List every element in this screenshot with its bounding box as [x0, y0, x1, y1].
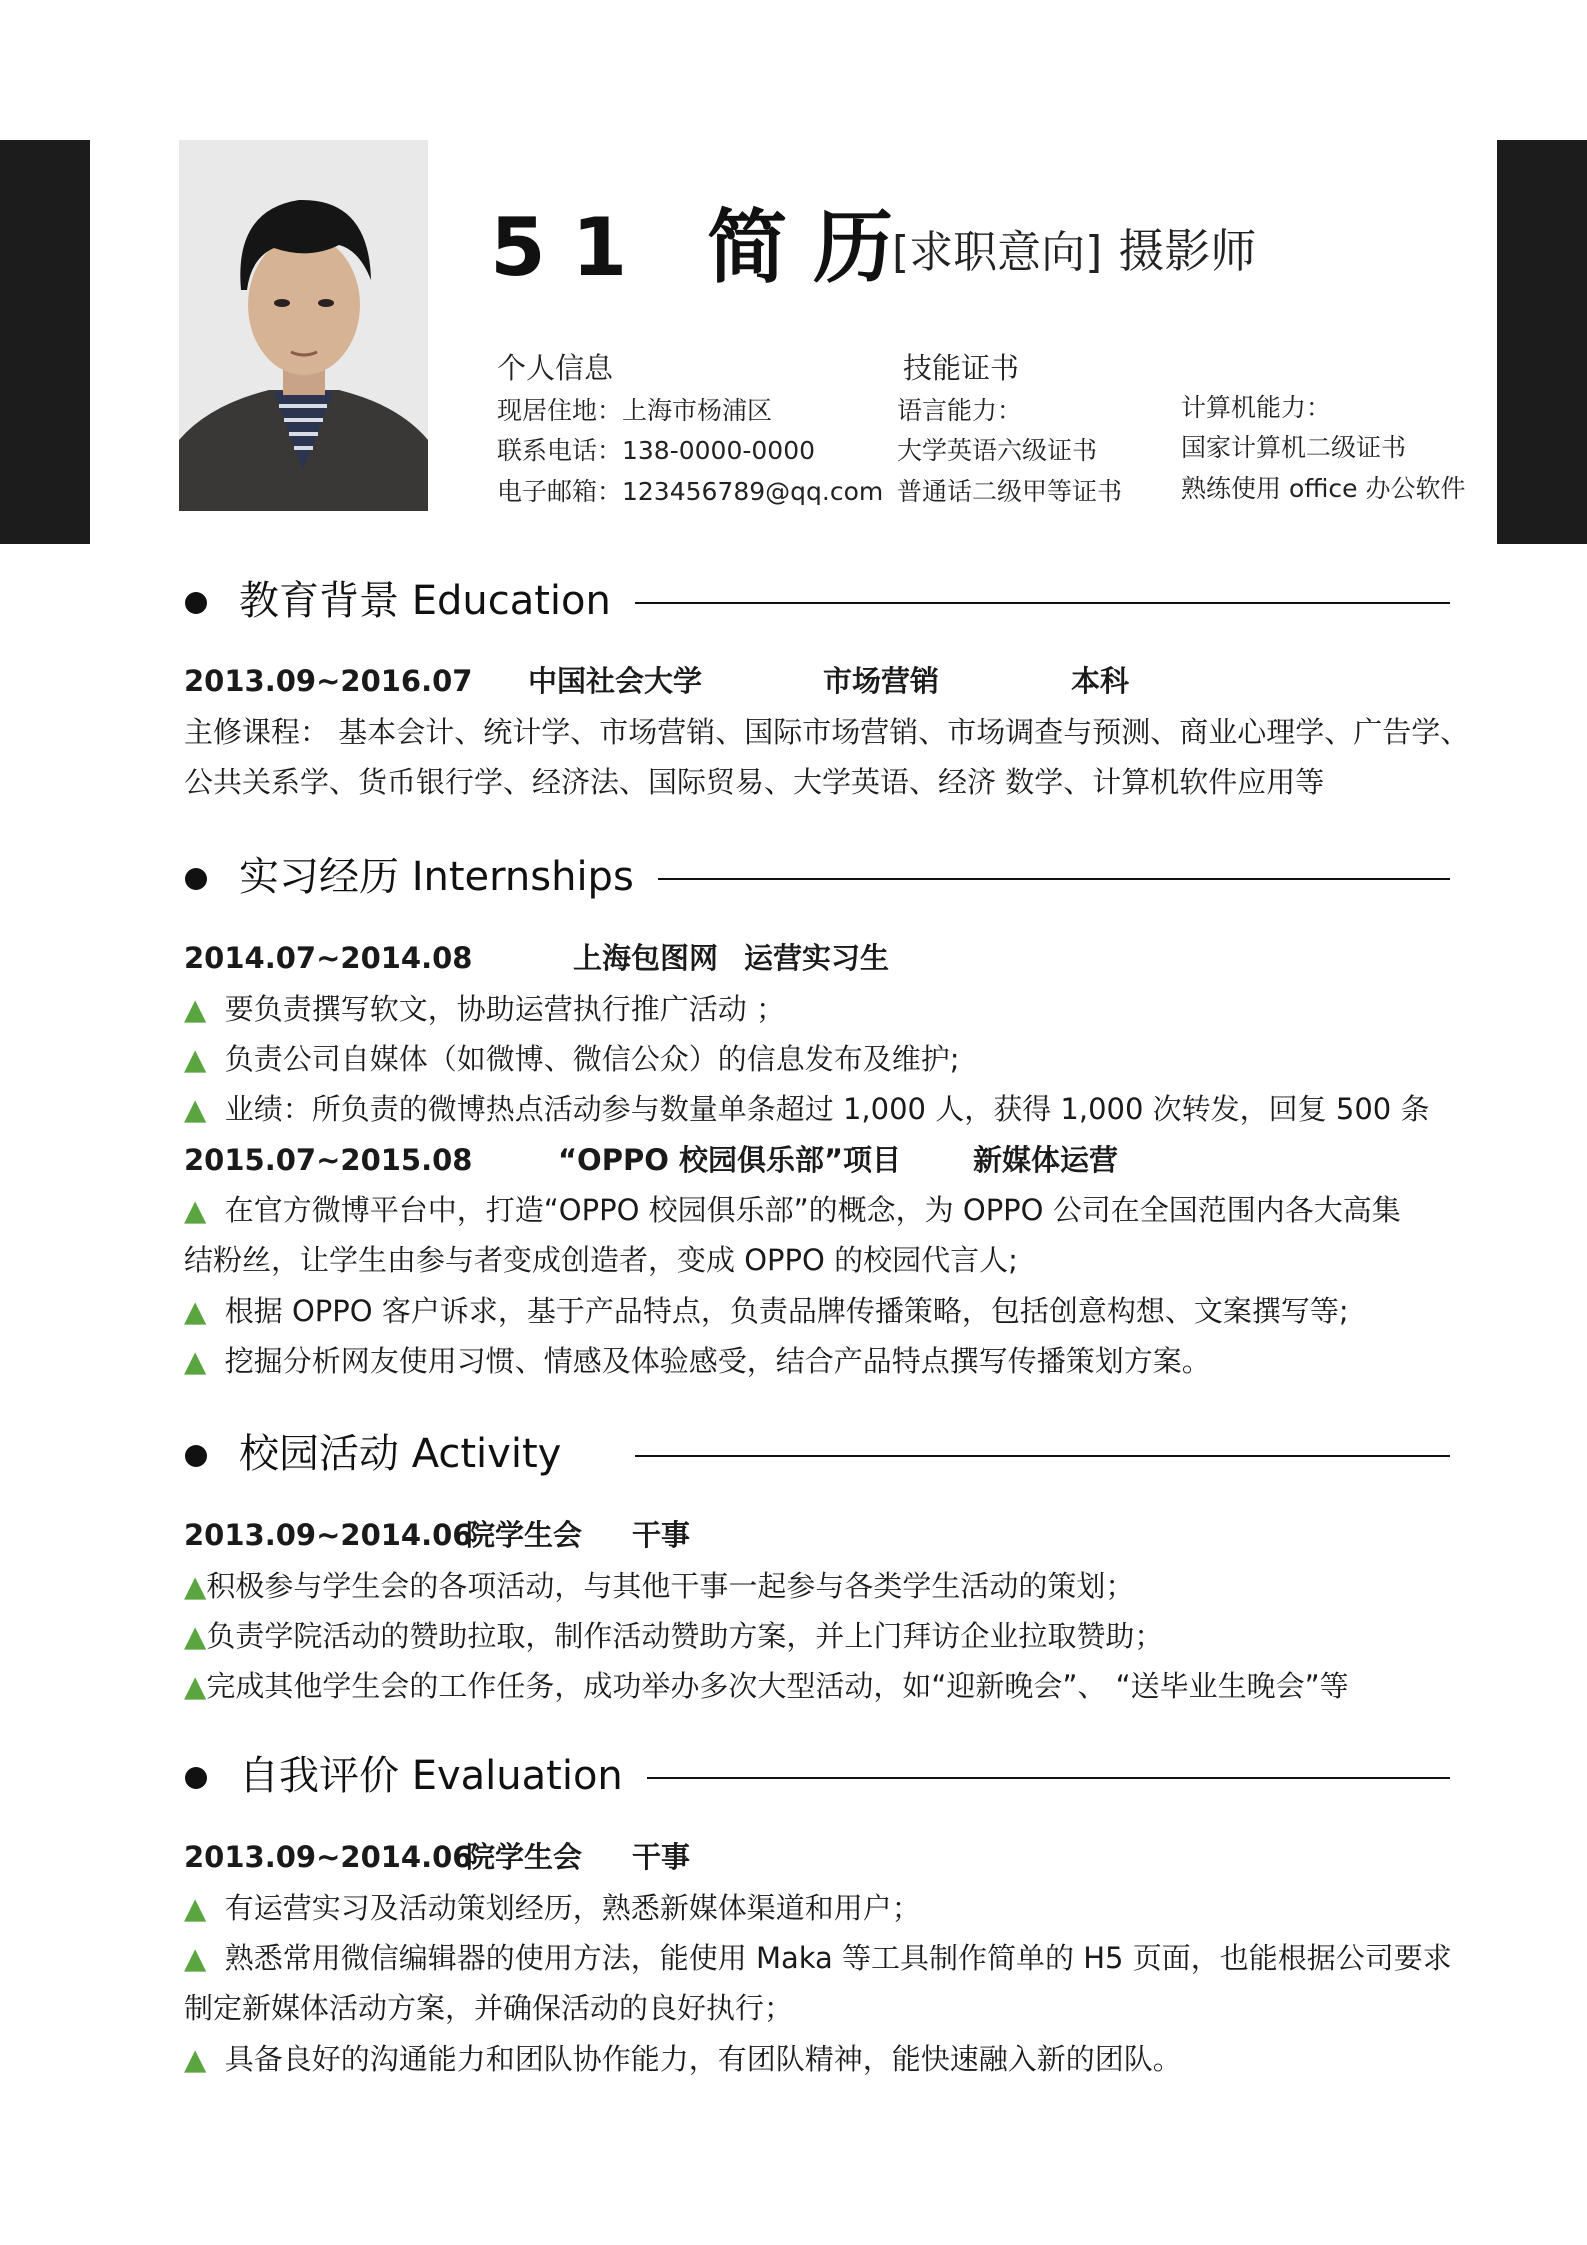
evaluation-section-header	[185, 1746, 1450, 1806]
list-item: ▲ 在官方微博平台中，打造“OPPO 校园俱乐部”的概念，为 OPPO 公司在全国范围内各大高集	[184, 1193, 1401, 1227]
internship-1-header	[184, 941, 890, 975]
list-item: ▲ 挖掘分析网友使用习惯、情感及体验感受，结合产品特点撰写传播策划方案。	[184, 1344, 1211, 1378]
profile-photo	[179, 140, 428, 511]
education-date: 2013.09~2016.07	[184, 664, 473, 698]
bullet-triangle-icon: ▲	[184, 1294, 207, 1328]
phone-line: 联系电话：138-0000-0000	[497, 436, 816, 465]
job-intent-label: [求职意向]	[892, 227, 1103, 278]
activity-header	[184, 1518, 691, 1552]
section-bullet-icon	[185, 868, 207, 890]
bullet-triangle-icon: ▲	[184, 1941, 207, 1975]
education-section-header	[185, 571, 1450, 631]
section-bullet-icon	[185, 1445, 207, 1467]
education-entry	[184, 664, 1130, 698]
courses-line-1: 主修课程： 基本会计、统计学、市场营销、国际市场营销、市场调查与预测、商业心理学、广告学、	[184, 715, 1470, 749]
evaluation-heading: 自我评价 Evaluation	[239, 1753, 623, 1799]
bullet-triangle-icon: ▲	[184, 1569, 207, 1603]
internships-heading: 实习经历 Internships	[239, 854, 634, 900]
language-label: 语言能力：	[897, 396, 1023, 425]
computer-cert-2: 熟练使用 office 办公软件	[1181, 474, 1466, 503]
education-school: 中国社会大学	[528, 664, 703, 698]
section-divider	[635, 602, 1450, 604]
activity-date: 2013.09~2014.06	[184, 1518, 473, 1552]
list-item: ▲ 负责公司自媒体（如微博、微信公众）的信息发布及维护;	[184, 1042, 960, 1076]
activity-heading: 校园活动 Activity	[239, 1431, 562, 1477]
internship-1-role: 运营实习生	[744, 941, 890, 975]
education-major: 市场营销	[823, 664, 940, 698]
left-accent-bar	[0, 140, 90, 544]
section-divider	[658, 878, 1450, 880]
courses-line-2: 公共关系学、货币银行学、经济法、国际贸易、大学英语、经济 数学、计算机软件应用等	[184, 765, 1325, 799]
list-item-continuation: 结粉丝，让学生由参与者变成创造者，变成 OPPO 的校园代言人;	[184, 1243, 1018, 1277]
internship-2-role: 新媒体运营	[973, 1143, 1119, 1177]
list-item: ▲负责学院活动的赞助拉取，制作活动赞助方案，并上门拜访企业拉取赞助；	[184, 1619, 1164, 1653]
list-item: ▲ 要负责撰写软文，协助运营执行推广活动 ；	[184, 992, 785, 1026]
personal-info-heading: 个人信息	[497, 351, 614, 385]
internship-2-header	[184, 1143, 1119, 1177]
skills-heading: 技能证书	[903, 351, 1020, 385]
list-item: ▲ 熟悉常用微信编辑器的使用方法，能使用 Maka 等工具制作简单的 H5 页面，也能根据公司要求	[184, 1941, 1452, 1975]
bullet-triangle-icon: ▲	[184, 1042, 207, 1076]
list-item: ▲ 有运营实习及活动策划经历，熟悉新媒体渠道和用户；	[184, 1891, 921, 1925]
bullet-triangle-icon: ▲	[184, 1619, 207, 1653]
bullet-triangle-icon: ▲	[184, 1344, 207, 1378]
internships-section-header	[185, 847, 1450, 907]
evaluation-org: 院学生会	[466, 1840, 583, 1874]
evaluation-date: 2013.09~2014.06	[184, 1840, 473, 1874]
activity-role: 干事	[632, 1518, 691, 1552]
education-heading: 教育背景 Education	[239, 578, 611, 624]
list-item: ▲ 根据 OPPO 客户诉求，基于产品特点，负责品牌传播策略，包括创意构想、文案撰写等;	[184, 1294, 1349, 1328]
internship-1-date: 2014.07~2014.08	[184, 941, 473, 975]
computer-cert-1: 国家计算机二级证书	[1181, 433, 1407, 462]
list-item: ▲完成其他学生会的工作任务，成功举办多次大型活动，如“迎新晚会”、 “送毕业生晚会”等	[184, 1669, 1349, 1703]
email-line: 电子邮箱：123456789@qq.com	[497, 477, 884, 506]
section-divider	[635, 1455, 1450, 1457]
bullet-triangle-icon: ▲	[184, 992, 207, 1026]
section-divider	[647, 1777, 1450, 1779]
right-accent-bar	[1497, 140, 1587, 544]
bullet-triangle-icon: ▲	[184, 1092, 207, 1126]
job-intent	[892, 224, 1257, 278]
activity-org: 院学生会	[466, 1518, 583, 1552]
internship-1-company: 上海包图网	[573, 941, 719, 975]
computer-label: 计算机能力：	[1181, 393, 1332, 422]
resume-title: 51 简历	[490, 201, 920, 294]
address-line: 现居住地：上海市杨浦区	[497, 396, 773, 425]
list-item: ▲ 业绩：所负责的微博热点活动参与数量单条超过 1,000 人，获得 1,000 次转发，回复 500 条	[184, 1092, 1430, 1126]
language-cert-2: 普通话二级甲等证书	[897, 477, 1123, 506]
internship-2-date: 2015.07~2015.08	[184, 1143, 473, 1177]
bullet-triangle-icon: ▲	[184, 1193, 207, 1227]
list-item-continuation: 制定新媒体活动方案，并确保活动的良好执行；	[184, 1991, 794, 2025]
evaluation-header	[184, 1840, 691, 1874]
activity-section-header	[185, 1424, 1450, 1484]
bullet-triangle-icon: ▲	[184, 2042, 207, 2076]
bullet-triangle-icon: ▲	[184, 1669, 207, 1703]
section-bullet-icon	[185, 592, 207, 614]
list-item: ▲ 具备良好的沟通能力和团队协作能力，有团队精神，能快速融入新的团队。	[184, 2042, 1182, 2076]
language-cert-1: 大学英语六级证书	[897, 436, 1098, 465]
internship-2-project: “OPPO 校园俱乐部”项目	[558, 1143, 902, 1177]
bullet-triangle-icon: ▲	[184, 1891, 207, 1925]
section-bullet-icon	[185, 1767, 207, 1789]
education-degree: 本科	[1071, 664, 1130, 698]
evaluation-role: 干事	[632, 1840, 691, 1874]
job-intent-value: 摄影师	[1118, 224, 1257, 278]
list-item: ▲积极参与学生会的各项活动，与其他干事一起参与各类学生活动的策划；	[184, 1569, 1135, 1603]
